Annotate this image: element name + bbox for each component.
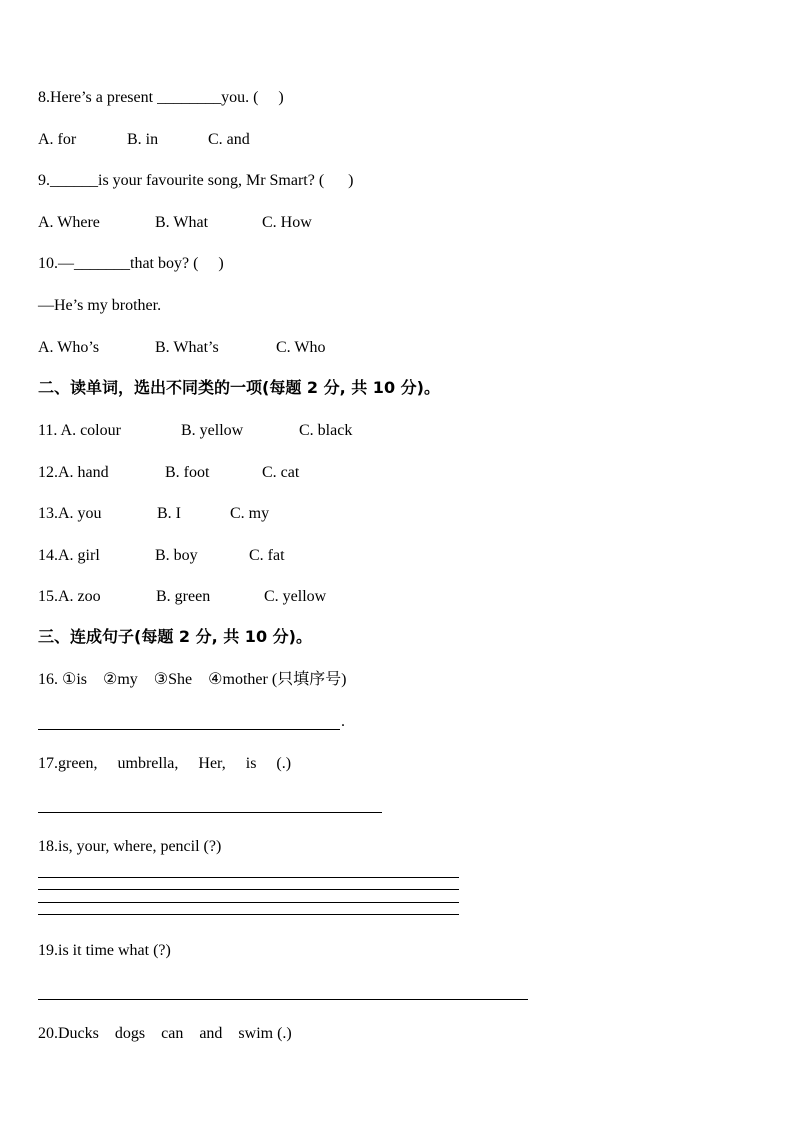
question-9-stem: 9.______is your favourite song, Mr Smart? ( ): [38, 172, 354, 189]
option-c: C. cat: [262, 464, 300, 481]
option-c: C. fat: [249, 547, 285, 564]
option-a: 14.A. girl: [38, 547, 100, 564]
option-c: C. my: [230, 505, 270, 522]
answer-line-19[interactable]: [38, 999, 528, 1000]
question-14: [38, 546, 285, 566]
question-17: 17.green, umbrella, Her, is (.): [38, 755, 292, 772]
answer-line-18-1[interactable]: [38, 877, 459, 878]
option-a: A. Where: [38, 214, 100, 231]
question-10-stem: 10.—_______that boy? ( ): [38, 255, 224, 272]
answer-line-16[interactable]: [38, 729, 340, 730]
option-c: C. How: [262, 214, 312, 231]
question-11: [38, 421, 352, 441]
option-c: C. black: [299, 422, 353, 439]
option-b: B. foot: [165, 464, 210, 481]
question-8-stem: 8.Here’s a present ________you. ( ): [38, 89, 284, 106]
question-15: [38, 587, 326, 607]
option-c: C. and: [208, 131, 250, 148]
question-12: [38, 463, 299, 483]
option-b: B. boy: [155, 547, 198, 564]
section-2-heading: 二、读单词，选出不同类的一项(每题 2 分, 共 10 分)。: [38, 378, 440, 397]
option-a: A. for: [38, 131, 77, 148]
option-b: B. green: [156, 588, 211, 605]
option-a: 13.A. you: [38, 505, 102, 522]
question-10-options: [38, 338, 325, 358]
option-b: B. yellow: [181, 422, 244, 439]
answer-16-period: .: [341, 713, 345, 730]
answer-line-18-4[interactable]: [38, 914, 459, 915]
answer-line-18-2[interactable]: [38, 889, 459, 890]
option-b: B. in: [127, 131, 159, 148]
option-b: B. What: [155, 214, 209, 231]
answer-line-17[interactable]: [38, 812, 382, 813]
question-20: 20.Ducks dogs can and swim (.): [38, 1025, 292, 1042]
option-a: 12.A. hand: [38, 464, 109, 481]
question-16: 16. ①is ②my ③She ④mother (只填序号): [38, 671, 347, 688]
question-13: [38, 504, 269, 524]
option-b: B. What’s: [155, 339, 219, 356]
question-18: 18.is, your, where, pencil (?): [38, 838, 222, 855]
question-8-options: [38, 130, 250, 150]
question-10-reply: —He’s my brother.: [38, 297, 162, 314]
option-c: C. yellow: [264, 588, 327, 605]
option-a: A. Who’s: [38, 339, 100, 356]
option-a: 11. A. colour: [38, 422, 121, 439]
answer-line-18-3[interactable]: [38, 902, 459, 903]
option-c: C. Who: [276, 339, 326, 356]
option-a: 15.A. zoo: [38, 588, 101, 605]
question-19: 19.is it time what (?): [38, 942, 171, 959]
section-3-heading: 三、连成句子(每题 2 分, 共 10 分)。: [38, 627, 312, 646]
option-b: B. I: [157, 505, 181, 522]
question-9-options: [38, 213, 312, 233]
